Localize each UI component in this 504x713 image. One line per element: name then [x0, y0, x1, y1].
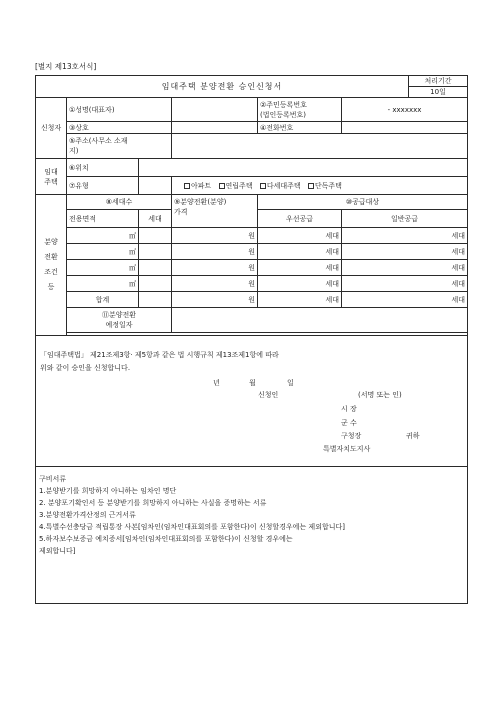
priority-cell[interactable]: 세대 [258, 228, 342, 244]
type-detached-label: 단독주택 [314, 181, 342, 190]
type-options [172, 177, 468, 195]
regno-label-line1: ②주민등록번호 [260, 100, 307, 109]
general-cell[interactable]: 세대 [342, 276, 468, 292]
conditions-label-line3: 조건 [44, 268, 58, 276]
declaration-line1: 「임대주택법」 제21조제3항· 제5항과 같은 법 시행규칙 제13조제1항에 따라 [40, 351, 279, 359]
price-cell[interactable]: 원 [172, 244, 258, 260]
households-header: ⑧세대수 [67, 195, 172, 210]
addressee-special: 특별자치도지사 [323, 445, 371, 453]
household-col-header: 세대 [139, 210, 172, 228]
housing-label-line2: 주택 [44, 177, 58, 186]
documents-title: 구비서류 [39, 475, 67, 483]
location-field[interactable] [139, 159, 468, 177]
applicant-section-label: 신청자 [36, 98, 67, 159]
conversion-date-line1: ⑪분양전환 [101, 311, 137, 319]
conditions-label-line1: 분양 [44, 238, 58, 246]
price-header-line2: 가격 [174, 208, 188, 216]
type-rowhouse-label: 연립주택 [225, 181, 253, 190]
addressee-district: 구청장 [341, 432, 362, 440]
checkbox-detached[interactable] [308, 183, 314, 189]
conditions-label-line4: 등 [47, 283, 55, 291]
general-cell[interactable]: 세대 [342, 244, 468, 260]
area-header: 전용면적 [67, 210, 139, 228]
signature-note: (서명 또는 인) [358, 391, 402, 399]
address-label [67, 134, 172, 159]
processing-period-label: 처리기간 [409, 76, 468, 87]
phone-field[interactable] [342, 122, 468, 134]
type-apartment-label: 아파트 [191, 181, 212, 190]
price-header-line1: ⑨분양전환(분양) [174, 198, 227, 206]
price-cell[interactable]: 원 [172, 228, 258, 244]
address-label-line2: 지) [69, 147, 79, 155]
regno-label [258, 98, 342, 122]
area-cell[interactable]: ㎡ [67, 244, 139, 260]
general-cell[interactable]: 세대 [342, 260, 468, 276]
title-table [35, 75, 468, 98]
name-label: ①성명(대표자) [67, 98, 172, 122]
priority-cell[interactable]: 세대 [258, 260, 342, 276]
general-header: 일반공급 [342, 210, 468, 228]
address-label-line1: ⑤주소(사무소 소재 [69, 137, 128, 145]
conversion-date-label [67, 308, 172, 333]
housing-section-label [36, 159, 67, 195]
applicant-sign-label: 신청인 [258, 391, 279, 399]
addressee-suffix: 귀하 [406, 432, 420, 440]
total-price-cell[interactable]: 원 [172, 292, 258, 308]
total-label: 합계 [67, 292, 139, 308]
total-priority-cell[interactable]: 세대 [258, 292, 342, 308]
supply-header: ⑩공급대상 [258, 195, 468, 210]
documents-block [35, 466, 468, 604]
area-cell[interactable]: ㎡ [67, 228, 139, 244]
household-cell[interactable] [139, 276, 172, 292]
addressee-mayor: 시 장 [341, 405, 357, 413]
phone-label: ④전화번호 [258, 122, 342, 134]
conversion-date-field[interactable] [172, 308, 468, 333]
regno-field[interactable]: - xxxxxxx [342, 98, 468, 122]
document-item: 2. 분양포기확인서 등 분양받기를 희망하지 아니하는 사실을 증명하는 서류 [39, 499, 267, 507]
main-form-table [35, 97, 468, 336]
priority-cell[interactable]: 세대 [258, 276, 342, 292]
address-field[interactable] [172, 134, 468, 159]
checkbox-apartment[interactable] [184, 183, 190, 189]
price-cell[interactable]: 원 [172, 276, 258, 292]
addressee-county: 군 수 [341, 419, 357, 427]
name-field[interactable] [172, 98, 258, 122]
household-cell[interactable] [139, 228, 172, 244]
housing-label-line1: 임대 [44, 167, 58, 176]
area-cell[interactable]: ㎡ [67, 260, 139, 276]
document-item: 1.분양받기를 희망하지 아니하는 임차인 명단 [39, 487, 177, 495]
household-cell[interactable] [139, 260, 172, 276]
area-cell[interactable]: ㎡ [67, 276, 139, 292]
document-item: 제외합니다] [39, 547, 76, 555]
household-cell[interactable] [139, 244, 172, 260]
location-label: ⑥위치 [67, 159, 139, 177]
date-month-label: 월 [249, 379, 256, 387]
type-spacer [139, 177, 172, 195]
company-field[interactable] [172, 122, 258, 134]
price-header [172, 195, 258, 228]
form-title: 임대주택 분양전환 승인신청서 [36, 76, 409, 98]
checkbox-rowhouse[interactable] [219, 183, 225, 189]
document-item: 4.특별수선충당금 적립통장 사본[임차인(임차인대표회의를 포함한다)이 신청할경우에는 제외합니다] [39, 523, 345, 531]
priority-cell[interactable]: 세대 [258, 244, 342, 260]
document-item: 5.하자보수보증금 예치증서[임차인(임차인대표회의를 포함한다)이 신청할 경우에는 [39, 535, 293, 543]
total-household-cell[interactable] [139, 292, 172, 308]
conditions-label-line2: 전환 [44, 253, 58, 261]
conversion-date-line2: 예정일자 [105, 321, 133, 329]
general-cell[interactable]: 세대 [342, 228, 468, 244]
company-label: ③상호 [67, 122, 172, 134]
date-day-label: 일 [287, 379, 294, 387]
processing-period-value: 10일 [409, 87, 468, 98]
conditions-section-label [36, 195, 67, 336]
checkbox-multiplex[interactable] [260, 183, 266, 189]
date-year-label: 년 [213, 379, 220, 387]
price-cell[interactable]: 원 [172, 260, 258, 276]
declaration-line2: 위와 같이 승인을 신청합니다. [40, 364, 131, 372]
type-label: ⑦유형 [67, 177, 139, 195]
type-multiplex-label: 다세대주택 [266, 181, 301, 190]
declaration-block [35, 336, 468, 467]
document-item: 3.분양전환가격산정의 근거서류 [39, 511, 136, 519]
priority-header: 우선공급 [258, 210, 342, 228]
form-number: [별지 제13호서식] [35, 62, 97, 71]
total-general-cell[interactable]: 세대 [342, 292, 468, 308]
regno-label-line2: (법인등록번호) [260, 110, 307, 119]
